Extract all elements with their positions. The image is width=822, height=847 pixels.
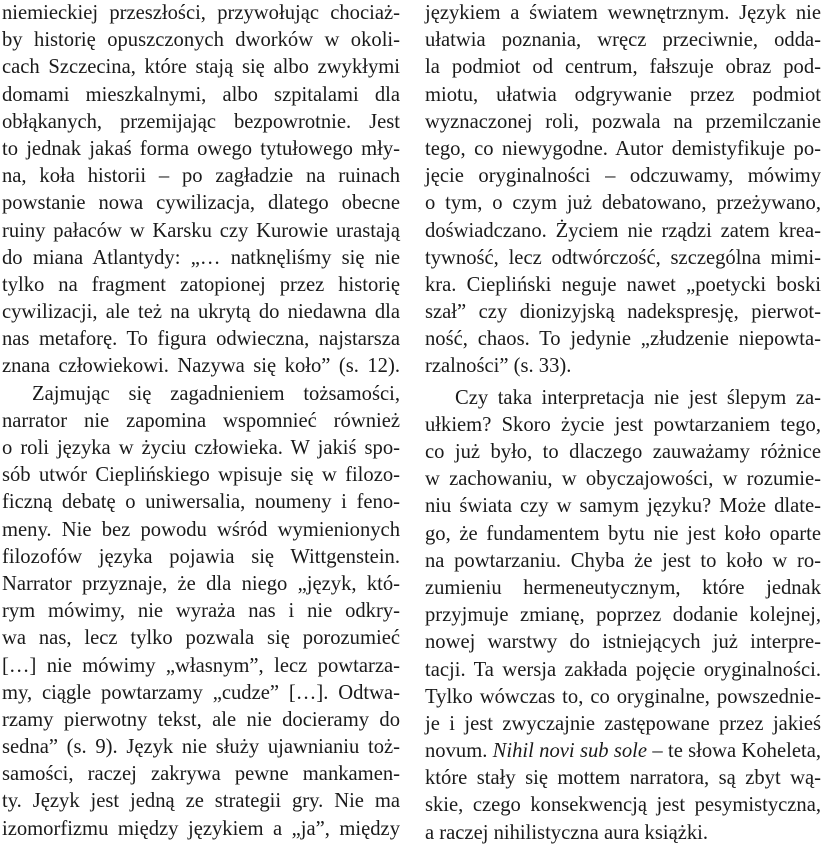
text-line: niemieckiej przeszłości, przywołując chociaż- <box>2 2 400 24</box>
text-line: Zajmując się zagadnieniem tożsamości, <box>32 382 400 405</box>
right-column <box>425 0 821 847</box>
text-line: domami mieszkalnymi, albo szpitalami dla <box>2 83 400 106</box>
text-line: to jednak jakaś forma owego tytułowego mły- <box>2 137 400 160</box>
text-line: wyznaczonej roli, pozwala na przemilczanie <box>425 110 821 133</box>
text-line: izomorfizmu między językiem a „ja”, między <box>2 817 400 840</box>
text-line: sób utwór Cieplińskiego wpisuje się w filozo- <box>2 464 400 487</box>
text-line: rzamy pierwotny tekst, ale nie docieramy do <box>2 708 400 731</box>
text-line: ułatwia poznania, wręcz przeciwnie, odda- <box>425 29 821 52</box>
text-line: ty. Język jest jedną ze strategii gry. Nie ma <box>2 790 400 813</box>
text-line: […] nie mówimy „własnym”, lecz powtarza- <box>2 654 400 677</box>
text-line: je i jest zwyczajnie zastępowane przez jakieś <box>425 712 821 735</box>
text-line: my, ciągle powtarzamy „cudze” […]. Odtwa- <box>2 681 400 704</box>
paragraph <box>425 385 821 847</box>
italic-quote: Nihil novi sub sole <box>492 740 648 763</box>
text-line: sedna” (s. 9). Język nie służy ujawnianiu toż- <box>2 736 400 759</box>
text-line: wa nas, lecz tylko pozwala się porozumieć <box>2 627 400 650</box>
text-line: ruiny pałaców w Karsku czy Kurowie urastają <box>2 219 400 242</box>
text-line: by historię opuszczonych dworków w okoli- <box>2 29 400 52</box>
text-line: przyjmuje zmianę, poprzez dodanie kolejnej, <box>425 604 821 627</box>
text-line: w zachowaniu, w obyczajowości, w rozumie- <box>425 468 821 491</box>
text-line: narrator nie zapomina wspomnieć również <box>2 409 400 432</box>
text-line-with-italic <box>425 738 821 765</box>
text-line: filozofów języka pojawia się Wittgenstein. <box>2 545 400 568</box>
text-line: co już było, to dlaczego zauważamy różnice <box>425 441 821 463</box>
text-line: doświadczano. Życiem nie rządzi zatem krea- <box>425 219 821 242</box>
text-line: meny. Nie bez powodu wśród wymienionych <box>2 518 400 541</box>
text-line: ność, chaos. To jedynie „złudzenie niepowta- <box>425 328 821 351</box>
text-line: samości, raczej zakrywa pewne mankamen- <box>2 763 400 786</box>
text-line: zumieniu hermeneutycznym, które jednak <box>425 576 821 599</box>
left-column <box>2 0 400 843</box>
text-line: cywilizacji, ale też na ukrytą do niedawna dla <box>2 301 400 324</box>
text-line: powstanie nowa cywilizacja, dlatego obecne <box>2 192 400 215</box>
text-line: które stały się mottem narratora, są zbyt wą- <box>425 767 821 790</box>
paragraph <box>2 0 400 381</box>
text-line: a raczej nihilistyczna aura książki. <box>425 821 709 844</box>
text-fragment: – te słowa Koheleta, <box>647 740 821 763</box>
text-line: Tylko wówczas to, co oryginalne, powszednie- <box>425 685 821 708</box>
text-line: Narrator przyznaje, że dla niego „język, któ- <box>2 572 400 595</box>
text-line: na, koła historii – po zagładzie na ruinach <box>2 165 400 188</box>
text-line: go, że fundamentem bytu nie jest koło oparte <box>425 522 821 545</box>
text-line: Czy taka interpretacja nie jest ślepym za- <box>455 386 821 409</box>
paragraph <box>2 381 400 843</box>
text-line: nas metaforę. To figura odwieczna, najstarsza <box>2 328 400 351</box>
text-line: na powtarzaniu. Chyba że jest to koło w ro- <box>425 549 821 572</box>
text-line: tego, co niewygodne. Autor demistyfikuje po- <box>425 137 821 160</box>
text-line: la podmiot od centrum, fałszuje obraz pod- <box>425 56 821 79</box>
text-line: niu świata czy w samym języku? Może dlate- <box>425 495 821 518</box>
text-line: językiem a światem wewnętrznym. Język nie <box>425 2 821 24</box>
text-line: ficzną debatę o uniwersalia, noumeny i feno- <box>2 491 400 514</box>
text-line: ułkiem? Skoro życie jest powtarzaniem tego, <box>425 413 821 436</box>
text-line: o tym, o czym już debatowano, przeżywano, <box>425 192 821 215</box>
text-line: miotu, ułatwia odgrywanie przez podmiot <box>425 83 821 106</box>
text-line: cach Szczecina, które stają się albo zwykłymi <box>2 56 400 79</box>
text-line: kra. Ciepliński neguje nawet „poetycki boski <box>425 273 821 296</box>
paragraph <box>425 0 821 381</box>
text-line: tacji. Ta wersja zakłada pojęcie oryginalności. <box>425 658 821 681</box>
text-line: skie, czego konsekwencją jest pesymistyczna, <box>425 794 821 817</box>
text-line: jęcie oryginalności – odczuwamy, mówimy <box>425 165 821 188</box>
text-line: znana człowiekowi. Nazywa się koło” (s. 12). <box>2 355 400 378</box>
text-line: obłąkanych, przemijając bezpowrotnie. Jest <box>2 110 400 133</box>
text-line: nowej warstwy do istniejących już interpre- <box>425 631 821 654</box>
text-line: szał” czy dionizyjską nadekspresję, pierwot- <box>425 301 821 324</box>
text-line: o roli języka w życiu człowieka. W jakiś spo- <box>2 437 400 459</box>
text-fragment: novum. <box>425 740 493 763</box>
text-line: rzalności” (s. 33). <box>425 355 572 378</box>
text-line: tywność, lecz odtwórczość, szczególna mimi- <box>425 246 821 269</box>
text-line: do miana Atlantydy: „… natknęliśmy się nie <box>2 246 400 269</box>
text-line: tylko na fragment zatopionej przez historię <box>2 273 400 296</box>
text-line: rym mówimy, nie wyraża nas i nie odkry- <box>2 600 400 623</box>
